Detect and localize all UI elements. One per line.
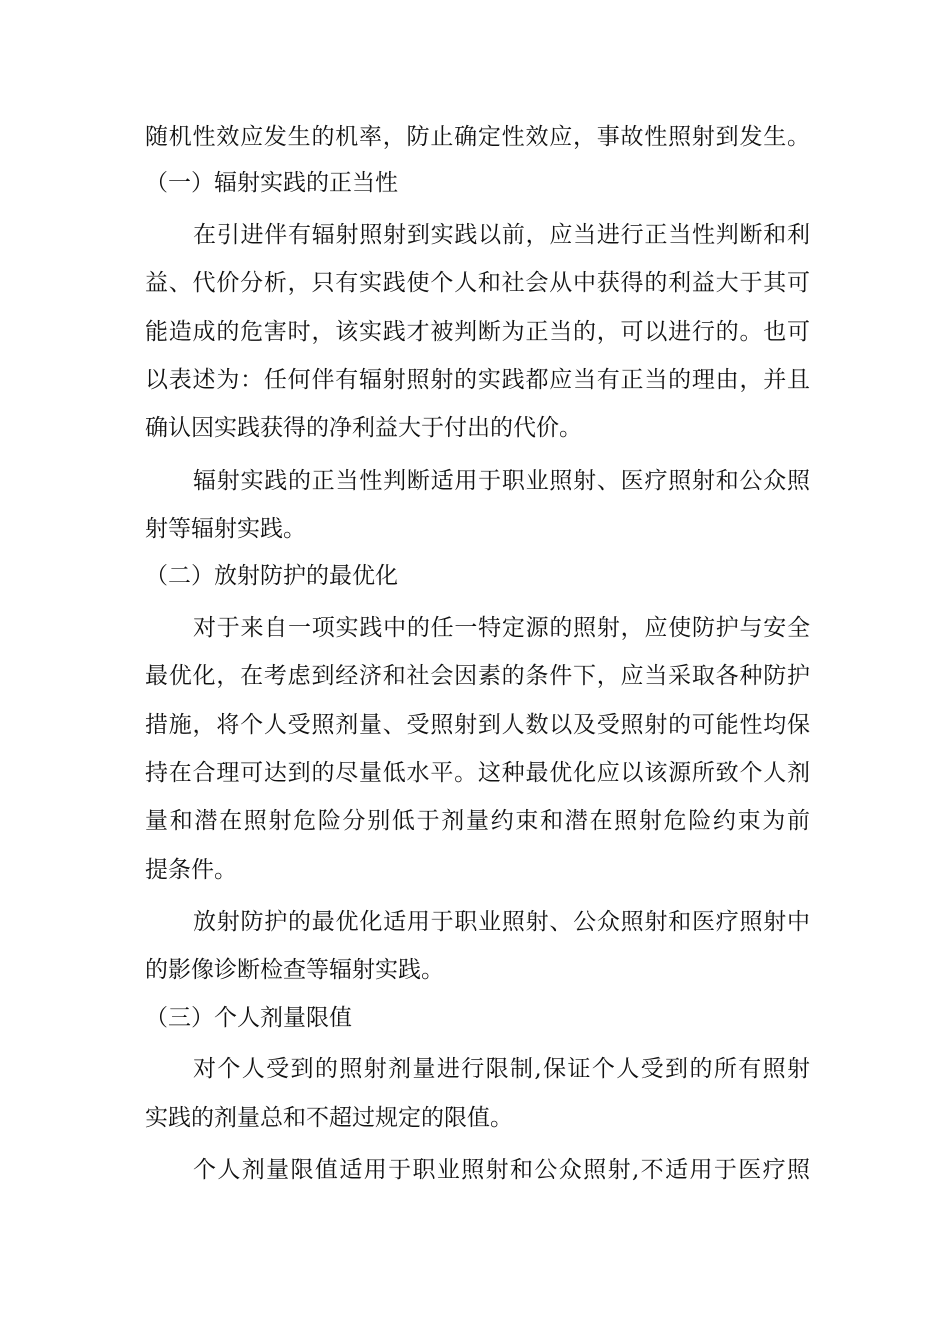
text-line: 最优化，在考虑到经济和社会因素的条件下，应当采取各种防护 [145,663,810,689]
text-line: 提条件。 [145,857,237,883]
text-line: 实践的剂量总和不超过规定的限值。 [145,1105,513,1131]
section-heading-1: （一）辐射实践的正当性 [145,170,398,196]
text-line: 的影像诊断检查等辐射实践。 [145,957,444,983]
text-line: 持在合理可达到的尽量低水平。这种最优化应以该源所致个人剂 [145,760,810,786]
text-line: 放射防护的最优化适用于职业照射、公众照射和医疗照射中 [193,909,810,935]
text-line: 以表述为：任何伴有辐射照射的实践都应当有正当的理由，并且 [145,367,810,393]
text-line: 个人剂量限值适用于职业照射和公众照射,不适用于医疗照 [193,1157,810,1183]
text-line: 射等辐射实践。 [145,516,306,542]
text-line: 对个人受到的照射剂量进行限制,保证个人受到的所有照射 [193,1056,810,1082]
text-line: 在引进伴有辐射照射到实践以前，应当进行正当性判断和利 [193,222,810,248]
text-line: 能造成的危害时，该实践才被判断为正当的，可以进行的。也可 [145,319,810,345]
text-line: 对于来自一项实践中的任一特定源的照射，应使防护与安全 [193,615,810,641]
section-heading-3: （三）个人剂量限值 [145,1005,352,1031]
text-line: 确认因实践获得的净利益大于付出的代价。 [145,415,582,441]
text-line: 量和潜在照射危险分别低于剂量约束和潜在照射危险约束为前 [145,808,810,834]
text-line: 益、代价分析，只有实践使个人和社会从中获得的利益大于其可 [145,270,810,296]
text-line: 辐射实践的正当性判断适用于职业照射、医疗照射和公众照 [193,468,810,494]
section-heading-2: （二）放射防护的最优化 [145,563,398,589]
text-line: 随机性效应发生的机率，防止确定性效应，事故性照射到发生。 [145,124,810,150]
text-line: 措施，将个人受照剂量、受照射到人数以及受照射的可能性均保 [145,712,810,738]
